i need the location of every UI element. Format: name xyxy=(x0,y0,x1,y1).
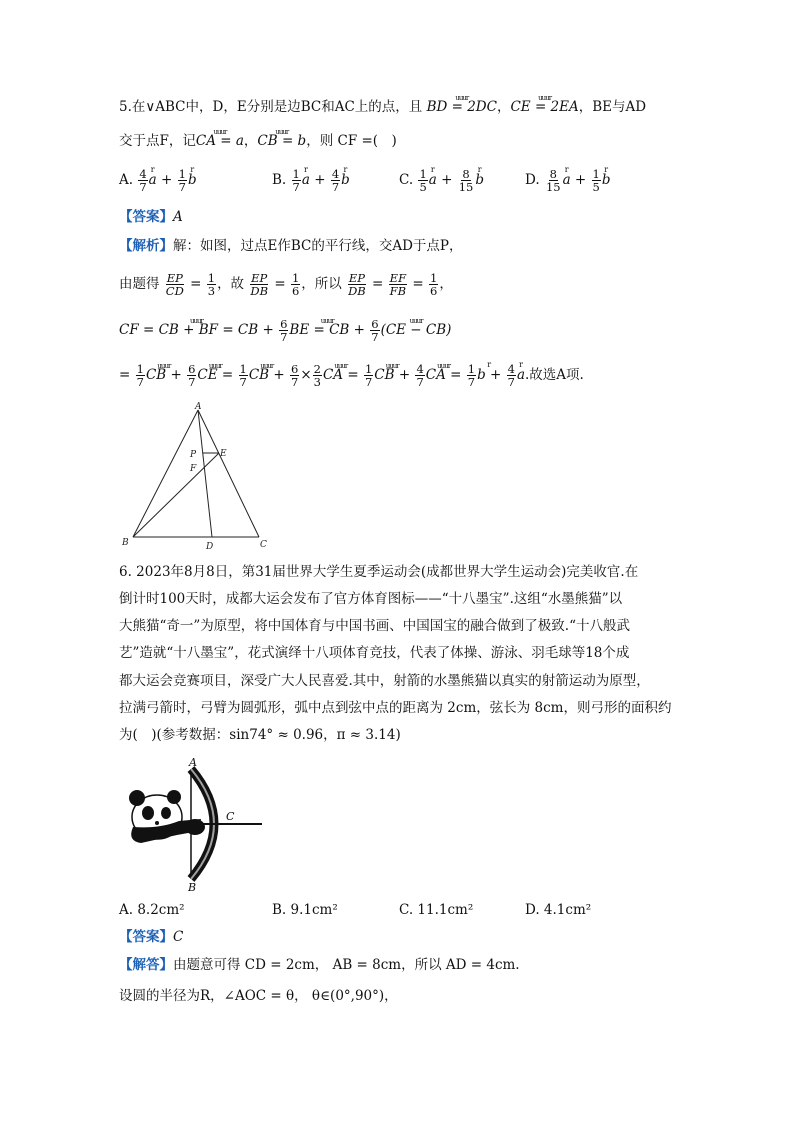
panda-paw xyxy=(185,819,205,835)
q6-answer: 【答案】C xyxy=(119,929,184,945)
fraction: $\frac{1}{7}$ xyxy=(178,167,186,194)
fraction: $\frac{1}{5}$ xyxy=(592,167,600,194)
q6-option-d[interactable]: D. 4.1cm² xyxy=(525,902,592,918)
segment-ad xyxy=(198,410,212,537)
fraction: $\frac{1}{7}$ xyxy=(292,167,300,194)
label-a: A xyxy=(195,402,202,412)
panda-eye-patch-right xyxy=(161,807,171,819)
segment-ab xyxy=(133,410,198,537)
segment-ac xyxy=(198,410,259,537)
label-c: C xyxy=(226,810,235,823)
label-p: P xyxy=(190,450,197,460)
q5-stem-line2: 交于点F，记uuur CA = a，uuur CB = b，则 CF =( ) xyxy=(119,131,397,151)
q6-option-a[interactable]: A. 8.2cm² xyxy=(119,902,185,918)
q5-solution-line4: = $\frac{1}{7}$ uuur CB + $\frac{6}{7}$ uuur CE = $\frac{1}{7}$ uuur CB + $\frac{6}{7}$ × $\frac{2}{3}$ uuur CA = $\frac{1}{7}$ uuur CB + $\frac{4}{7}$ uuur CA = $\frac{1}{7}$ r b + $\frac{4}{7}$ r a.故选A项. xyxy=(119,363,584,388)
label-a: A xyxy=(189,756,197,769)
panda-archer-diagram xyxy=(119,755,269,895)
label-b: B xyxy=(188,881,197,894)
q5-option-a[interactable]: A. $\frac{4}{7}$ r a + $\frac{1}{7}$ r b xyxy=(119,168,197,193)
triangle-diagram xyxy=(119,400,279,552)
q5-solution-line3: uuur CF = CB + BF = CB + $\frac{6}{7}$ uuur BE = CB + $\frac{6}{7}$ uuur (CE − CB) xyxy=(119,318,451,343)
q5-ask: ，则 CF =( ) xyxy=(306,133,397,149)
q5-cond2: uuur CE = 2EA xyxy=(510,97,578,117)
panda-ear-right xyxy=(167,790,181,804)
fraction: $\frac{8}{15}$ xyxy=(545,167,561,194)
q6-solution-line1: 【解答】由题意可得 CD = 2cm， AB = 8cm，所以 AD = 4cm. xyxy=(119,957,520,973)
panda-ear-left xyxy=(129,790,145,806)
q5-answer: 【答案】A xyxy=(119,209,183,225)
fraction: $\frac{4}{7}$ xyxy=(139,167,147,194)
fraction: $\frac{4}{7}$ xyxy=(331,167,340,194)
q6-option-b[interactable]: B. 9.1cm² xyxy=(272,902,338,918)
q6-option-c[interactable]: C. 11.1cm² xyxy=(399,902,474,918)
label-b: B xyxy=(122,538,129,548)
q5-cond1: uuur BD = 2DC xyxy=(427,97,497,117)
q5-stem-a: 5.在∨ABC中，D，E分别是边BC和AC上的点，且 xyxy=(119,99,423,115)
q5-stem-line1: 5.在∨ABC中，D，E分别是边BC和AC上的点，且 uuur BD = 2DC，uuur CE = 2EA，BE与AD xyxy=(119,97,646,117)
label-f: F xyxy=(190,464,197,474)
q5-note1: uuur CA = a xyxy=(196,131,244,151)
q6-solution-line2: 设圆的半径为R，∠AOC = θ， θ∈(0°,90°)， xyxy=(119,988,398,1004)
label-d: D xyxy=(206,542,214,552)
fraction: $\frac{8}{15}$ xyxy=(458,167,474,194)
panda-eye-patch-left xyxy=(142,806,154,820)
label-c: C xyxy=(260,540,267,550)
label-e: E xyxy=(220,449,227,459)
segment-be xyxy=(133,453,219,537)
q5-solution-line2: 由题得 $\frac{EP}{CD}$ = $\frac{1}{3}$ ，故 $\frac{EP}{DB}$ = $\frac{1}{6}$ ，所以 $\frac{EP}{DB}$ = $\frac{EF}{FB}$ = $\frac{1}{6}$ ， xyxy=(119,271,453,298)
q5-option-b[interactable]: B. $\frac{1}{7}$ r a + $\frac{4}{7}$ r b xyxy=(272,168,350,193)
q5-analysis: 【解析】解：如图，过点E作BC的平行线，交AD于点P， xyxy=(119,238,463,254)
panda-nose xyxy=(155,821,159,825)
q5-stem-c: 交于点F，记 xyxy=(119,133,196,149)
q5-option-c[interactable]: C. $\frac{1}{5}$ r a + $\frac{8}{15}$ r b xyxy=(399,168,484,193)
fraction: $\frac{1}{5}$ xyxy=(419,167,427,194)
q5-stem-b: ，BE与AD xyxy=(578,99,647,115)
q5-option-d[interactable]: D. $\frac{8}{15}$ r a + $\frac{1}{5}$ r b xyxy=(525,168,611,193)
q5-note2: uuur CB = b xyxy=(257,131,306,151)
